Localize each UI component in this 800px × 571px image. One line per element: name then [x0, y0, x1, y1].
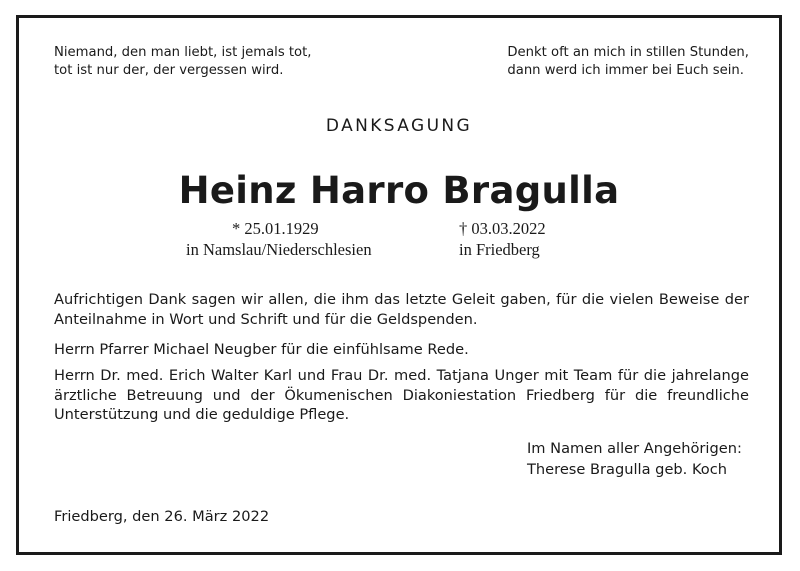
deceased-name: Heinz Harro Bragulla [178, 169, 620, 212]
right-quote [507, 44, 749, 80]
obituary-notice [16, 15, 782, 555]
place-and-date: Friedberg, den 26. März 2022 [54, 508, 270, 525]
left-quote-line-2: tot ist nur der, der vergessen wird. [54, 63, 284, 78]
signoff-line-1: Im Namen aller Angehörigen: [527, 440, 742, 457]
birth-place: in Namslau/Niederschlesien [186, 240, 372, 259]
birth-info [186, 218, 372, 260]
left-quote [54, 44, 312, 80]
right-quote-line-2: dann werd ich immer bei Euch sein. [507, 63, 744, 78]
death-info [459, 218, 546, 260]
signoff-line-2: Therese Bragulla geb. Koch [527, 461, 728, 478]
left-quote-line-1: Niemand, den man liebt, ist jemals tot, [54, 45, 312, 60]
pastor-paragraph: Herrn Pfarrer Michael Neugber für die einfühlsame Rede. [54, 341, 469, 358]
doctors-paragraph: Herrn Dr. med. Erich Walter Karl und Frau Dr. med. Tatjana Unger mit Team für die jahrelange ärztliche Betreuung und der Ökumenischen Diakoniestation Friedberg für die freundliche Unterstützung und die geduldige Pflege. [54, 367, 749, 423]
signoff [527, 438, 742, 480]
right-quote-line-1: Denkt oft an mich in stillen Stunden, [507, 45, 749, 60]
heading: DANKSAGUNG [325, 116, 473, 136]
thanks-paragraph: Aufrichtigen Dank sagen wir allen, die ihm das letzte Geleit gaben, für die vielen Beweise der Anteilnahme in Wort und Schrift und für die Geldspenden. [54, 291, 749, 328]
death-date: † 03.03.2022 [459, 219, 546, 238]
birth-date: * 25.01.1929 [232, 219, 319, 238]
death-place: in Friedberg [459, 240, 540, 259]
